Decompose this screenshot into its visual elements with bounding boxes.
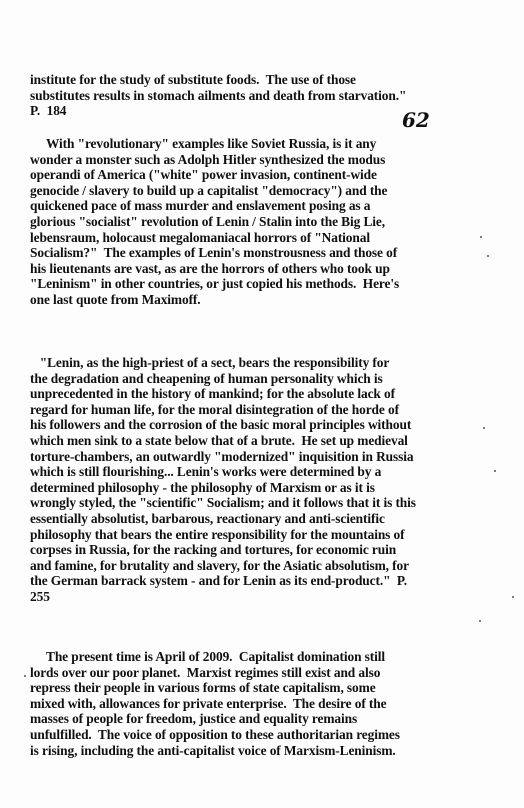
text-line: 255 [30, 588, 50, 604]
text-line: genocide / slavery to build up a capitalist "democracy") and the [30, 182, 388, 198]
scan-speck [483, 427, 485, 429]
paragraph-maximoff-quote [30, 355, 450, 605]
text-line: institute for the study of substitute foods. The use of those [30, 72, 356, 87]
scan-speck [480, 236, 482, 238]
scan-speck [494, 470, 496, 472]
text-line: "Lenin, as the high-priest of a sect, bears the responsibility for [30, 355, 390, 370]
text-line: wonder a monster such as Adolph Hitler synthesized the modus [30, 151, 386, 167]
text-line: determined philosophy - the philosophy of Marxism or as it is [30, 479, 375, 495]
text-line: The present time is April of 2009. Capitalist domination still [30, 649, 386, 664]
scan-speck [487, 255, 489, 257]
text-line: wrongly styled, the "scientific" Socialism; and it follows that it is this [30, 495, 416, 511]
paragraph-quote-ending [30, 72, 450, 119]
handwritten-page-number: 62 [402, 108, 430, 132]
text-line: and famine, for brutality and slavery, for the Asiatic absolutism, for [30, 557, 409, 573]
text-line: Socialism?" The examples of Lenin's monstrousness and those of [30, 245, 398, 261]
scan-speck [479, 620, 481, 622]
scan-speck [512, 596, 514, 598]
text-line: his lieutenants are vast, as are the horrors of others who took up [30, 260, 390, 276]
text-line: essentially absolutist, barbarous, reactionary and anti-scientific [30, 510, 385, 526]
text-line: lebensraum, holocaust megalomaniacal horrors of "National [30, 229, 370, 245]
text-line: which is still flourishing... Lenin's works were determined by a [30, 464, 382, 480]
text-line: operandi of America ("white" power invasion, continent-wide [30, 167, 377, 183]
text-line: unprecedented in the history of mankind; for the absolute lack of [30, 386, 395, 402]
paragraph-present-time [30, 649, 450, 758]
text-line: glorious "socialist" revolution of Lenin / Stalin into the Big Lie, [30, 213, 385, 229]
text-line: his followers and the corrosion of the basic moral principles without [30, 417, 412, 433]
text-line: torture-chambers, an outwardly "modernized" inquisition in Russia [30, 448, 414, 464]
text-line: regard for human life, for the moral disintegration of the horde of [30, 401, 399, 417]
text-line: P. 184 [30, 103, 67, 119]
text-line: one last quote from Maximoff. [30, 291, 201, 307]
text-line: repress their people in various forms of state capitalism, some [30, 680, 376, 696]
paragraph-revolutionary-examples [30, 136, 450, 308]
text-line: "Leninism" in other countries, or just copied his methods. Here's [30, 276, 400, 292]
text-line: the degradation and cheapening of human personality which is [30, 370, 383, 386]
text-line: With "revolutionary" examples like Soviet Russia, is it any [30, 136, 377, 151]
scan-speck [24, 675, 26, 677]
text-line: which men sink to a state below that of a brute. He set up medieval [30, 432, 408, 448]
text-line: quickened pace of mass murder and enslavement posing as a [30, 198, 371, 214]
text-line: corpses in Russia, for the racking and tortures, for economic ruin [30, 542, 397, 558]
text-line: unfulfilled. The voice of opposition to these authoritarian regimes [30, 726, 400, 742]
text-line: lords over our poor planet. Marxist regimes still exist and also [30, 664, 381, 680]
text-line: masses of people for freedom, justice and equality remains [30, 711, 358, 727]
text-line: the German barrack system - and for Lenin as its end-product." P. [30, 573, 408, 589]
text-line: mixed with, allowances for private enterprise. The desire of the [30, 695, 387, 711]
text-line: substitutes results in stomach ailments and death from starvation." [30, 87, 407, 103]
text-line: philosophy that bears the entire responsibility for the mountains of [30, 526, 405, 542]
text-line: is rising, including the anti-capitalist voice of Marxism-Leninism. [30, 742, 396, 758]
